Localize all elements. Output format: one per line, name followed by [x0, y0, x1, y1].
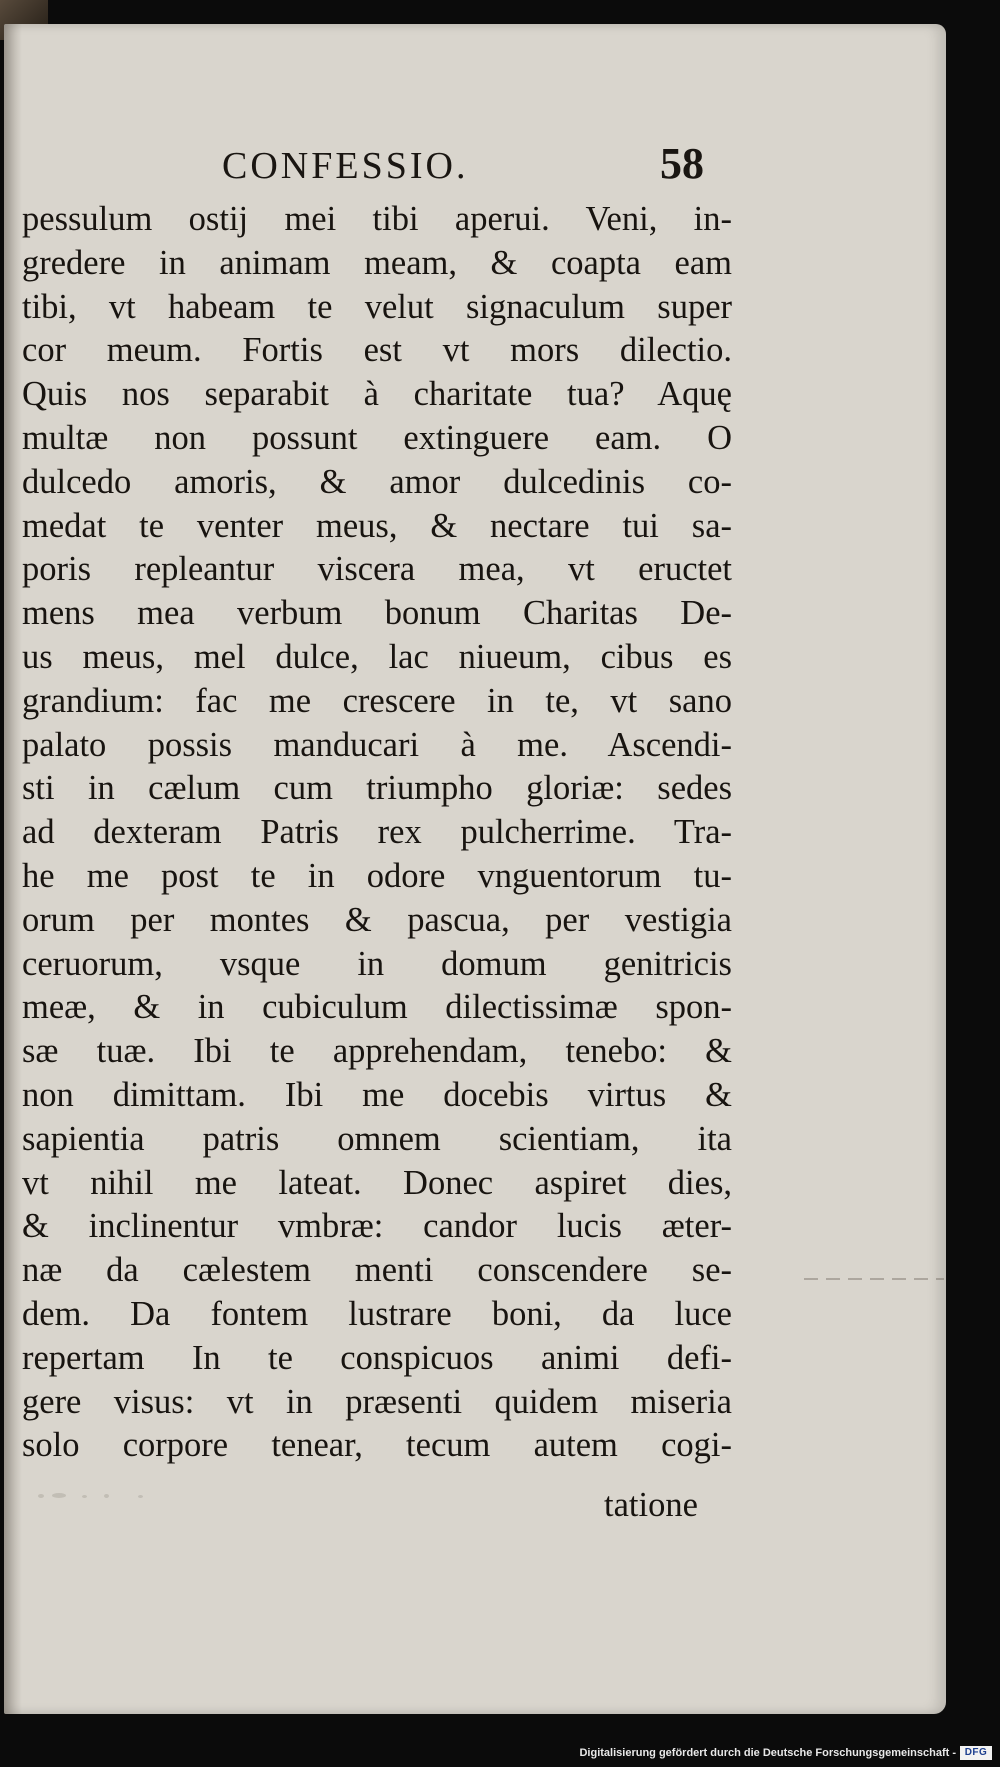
text-line: & inclinentur vmbræ: candor lucis æter-	[22, 1207, 732, 1246]
text-line: gere visus: vt in præsenti quidem miseria	[22, 1382, 732, 1421]
book-page	[4, 24, 946, 1714]
text-line: cor meum. Fortis est vt mors dilectio.	[22, 331, 732, 370]
text-line: solo corpore tenear, tecum autem cogi-	[22, 1426, 732, 1465]
text-line: he me post te in odore vnguentorum tu-	[22, 856, 732, 895]
text-line: Quis nos separabit à charitate tua? Aquę	[22, 375, 732, 414]
dfg-logo: DFG	[960, 1746, 992, 1760]
gutter-shadow	[4, 24, 22, 1714]
page-header	[4, 139, 946, 194]
text-line: mens mea verbum bonum Charitas De-	[22, 594, 732, 633]
text-line: multæ non possunt extinguere eam. O	[22, 418, 732, 457]
text-line: ceruorum, vsque in domum genitricis	[22, 944, 732, 983]
text-line: medat te venter meus, & nectare tui sa-	[22, 506, 732, 545]
text-line: vt nihil me lateat. Donec aspiret dies,	[22, 1163, 732, 1202]
faded-signature-mark	[34, 1490, 174, 1504]
body-text	[22, 198, 732, 1468]
catchword: tatione	[604, 1486, 698, 1524]
faint-margin-mark	[804, 1278, 944, 1280]
digitization-footer	[0, 1741, 1000, 1767]
text-line: orum per montes & pascua, per vestigia	[22, 900, 732, 939]
text-line: sæ tuæ. Ibi te apprehendam, tenebo: &	[22, 1032, 732, 1071]
text-line: sti in cælum cum triumpho gloriæ: sedes	[22, 769, 732, 808]
page-number: 58	[660, 139, 704, 188]
text-line: ad dexteram Patris rex pulcherrime. Tra-	[22, 813, 732, 852]
text-line: dulcedo amoris, & amor dulcedinis co-	[22, 462, 732, 501]
text-line: pessulum ostij mei tibi aperui. Veni, in-	[22, 200, 732, 238]
text-line: næ da cælestem menti conscendere se-	[22, 1251, 732, 1290]
text-line: grandium: fac me crescere in te, vt sano	[22, 681, 732, 720]
text-line: non dimittam. Ibi me docebis virtus &	[22, 1075, 732, 1114]
text-line: sapientia patris omnem scientiam, ita	[22, 1119, 732, 1158]
text-line: repertam In te conspicuos animi defi-	[22, 1338, 732, 1377]
running-head: CONFESSIO.	[222, 145, 469, 187]
funding-credit: Digitalisierung gefördert durch die Deutsche Forschungsgemeinschaft -	[579, 1747, 956, 1759]
text-line: meæ, & in cubiculum dilectissimæ spon-	[22, 988, 732, 1027]
text-line: gredere in animam meam, & coapta eam	[22, 243, 732, 282]
text-line: dem. Da fontem lustrare boni, da luce	[22, 1294, 732, 1333]
text-line: poris repleantur viscera mea, vt eructet	[22, 550, 732, 589]
text-line: us meus, mel dulce, lac niueum, cibus es	[22, 637, 732, 676]
text-line: palato possis manducari à me. Ascendi-	[22, 725, 732, 764]
text-line: tibi, vt habeam te velut signaculum super	[22, 287, 732, 326]
